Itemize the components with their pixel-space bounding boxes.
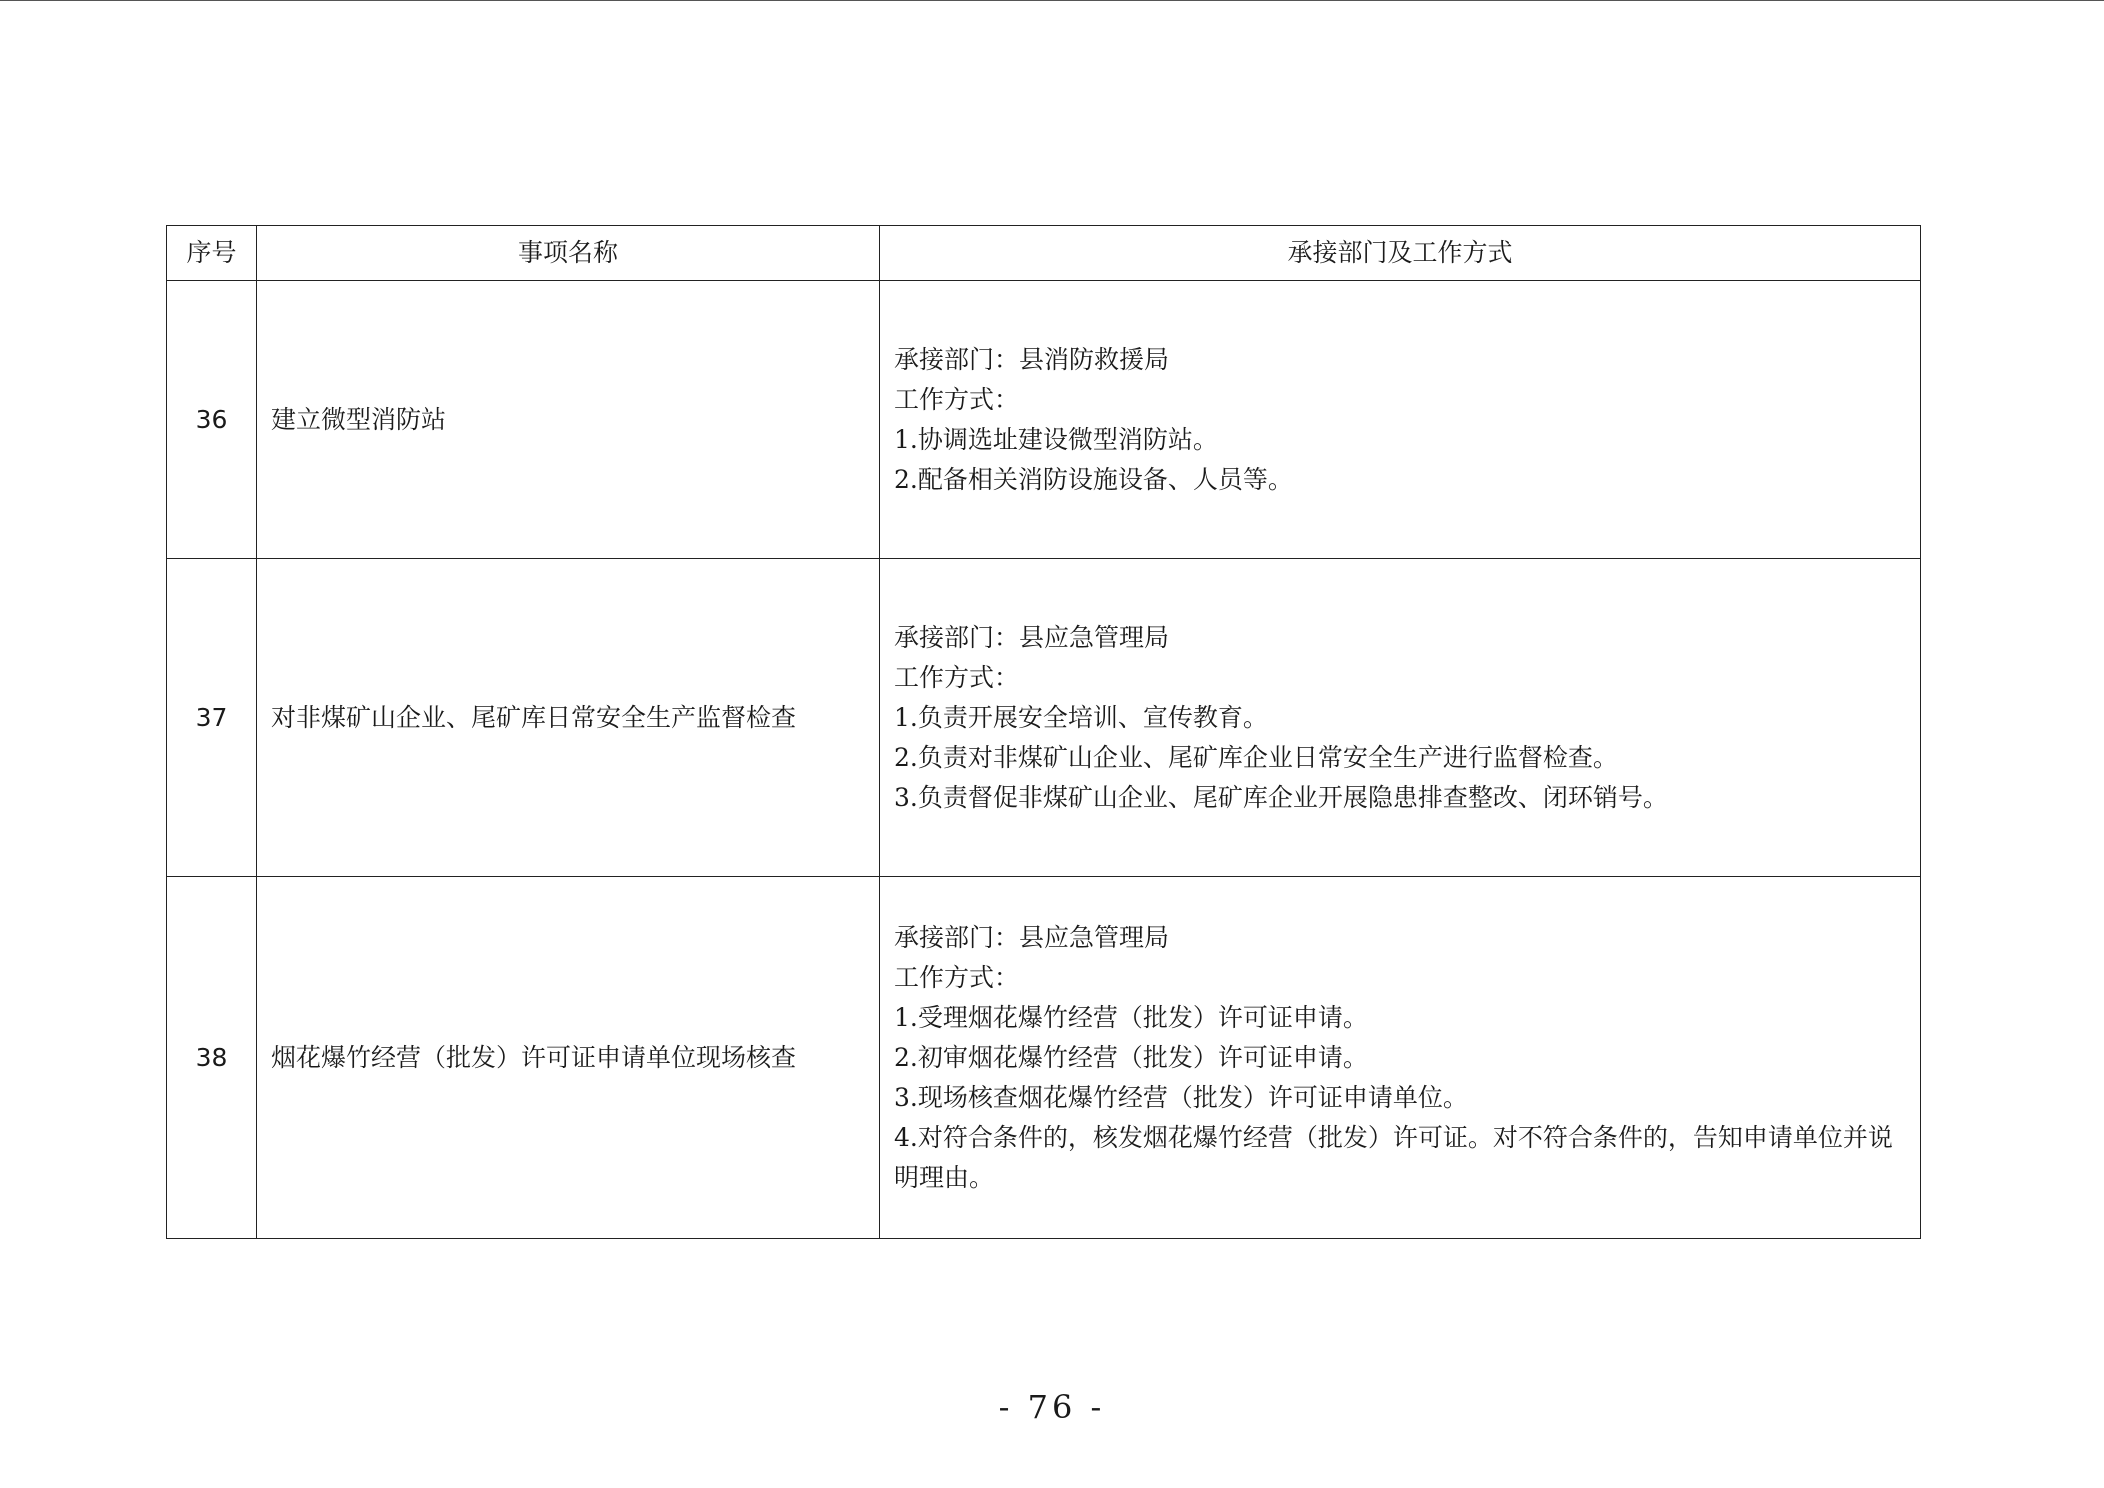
method-line: 2.初审烟花爆竹经营（批发）许可证申请。	[894, 1042, 1368, 1072]
method-line: 3.现场核查烟花爆竹经营（批发）许可证申请单位。	[894, 1082, 1468, 1112]
method-line: 1.受理烟花爆竹经营（批发）许可证申请。	[894, 1002, 1368, 1032]
item-name: 建立微型消防站	[257, 281, 880, 559]
header-item-name: 事项名称	[257, 226, 880, 281]
table-header-row	[167, 226, 1921, 281]
row-number: 37	[167, 559, 257, 877]
top-border-rule	[0, 0, 2104, 1]
item-name: 烟花爆竹经营（批发）许可证申请单位现场核查	[257, 877, 880, 1239]
row-number: 36	[167, 281, 257, 559]
page-number: - 76 -	[998, 1388, 1106, 1426]
table-row	[167, 877, 1921, 1239]
method-line: 1.协调选址建设微型消防站。	[894, 424, 1218, 454]
method-line: 1.负责开展安全培训、宣传教育。	[894, 702, 1268, 732]
items-table	[166, 225, 1921, 1239]
method-line: 承接部门：县消防救援局	[894, 344, 1170, 374]
row-number: 38	[167, 877, 257, 1239]
department-method	[880, 281, 1921, 559]
header-department-method: 承接部门及工作方式	[880, 226, 1921, 281]
method-line: 3.负责督促非煤矿山企业、尾矿库企业开展隐患排查整改、闭环销号。	[894, 782, 1668, 812]
method-line: 承接部门：县应急管理局	[894, 922, 1170, 952]
department-method	[880, 559, 1921, 877]
method-line: 工作方式：	[894, 962, 1020, 992]
table-row	[167, 281, 1921, 559]
department-method	[880, 877, 1921, 1239]
method-line: 4.对符合条件的，核发烟花爆竹经营（批发）许可证。对不符合条件的，告知申请单位并说明理由。	[894, 1122, 1893, 1192]
method-line: 2.配备相关消防设施设备、人员等。	[894, 464, 1293, 494]
table-row	[167, 559, 1921, 877]
method-line: 工作方式：	[894, 662, 1020, 692]
item-name: 对非煤矿山企业、尾矿库日常安全生产监督检查	[257, 559, 880, 877]
header-no: 序号	[167, 226, 257, 281]
method-line: 2.负责对非煤矿山企业、尾矿库企业日常安全生产进行监督检查。	[894, 742, 1618, 772]
method-line: 工作方式：	[894, 384, 1020, 414]
method-line: 承接部门：县应急管理局	[894, 622, 1170, 652]
